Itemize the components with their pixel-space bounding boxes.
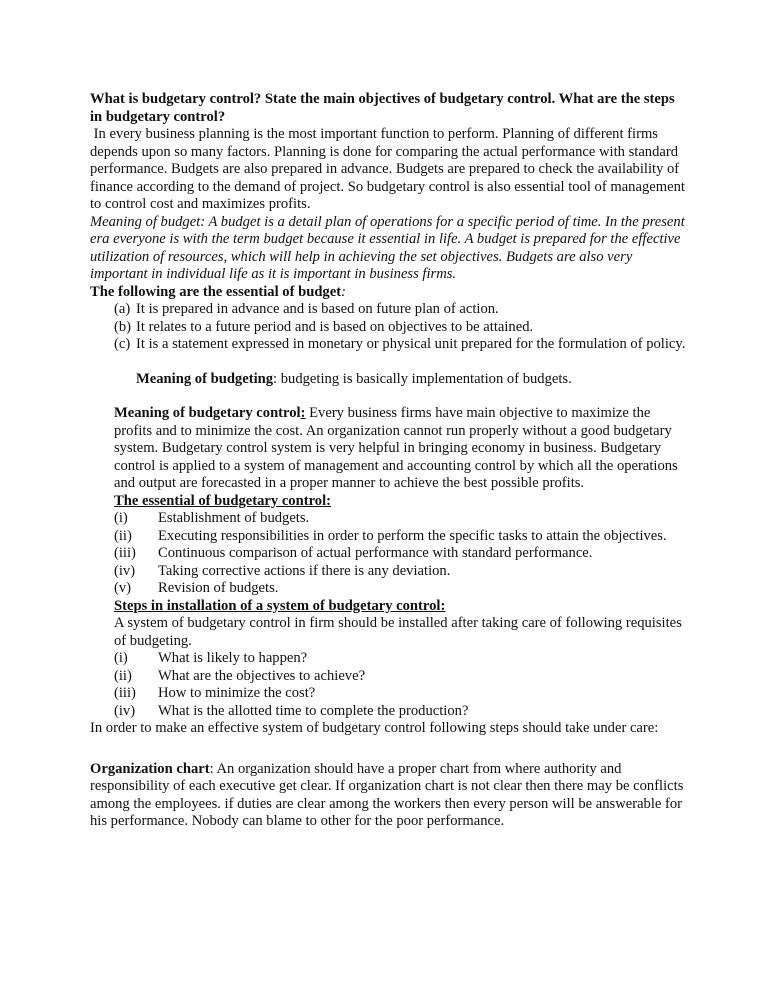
list-item-text: It is a statement expressed in monetary or physical unit prepared for the formulation of policy. — [136, 336, 686, 352]
steps-paragraph: A system of budgetary control in firm should be installed after taking care of following requisites of budgeting. — [114, 615, 682, 649]
list-item — [90, 685, 690, 703]
list-item-text: Executing responsibilities in order to perform the specific tasks to attain the objectives. — [158, 527, 667, 544]
list-item-label: (v) — [114, 580, 132, 596]
list-item-text: What is the allotted time to complete the production? — [158, 702, 469, 719]
meaning-of-budgetary-control-colon: : — [300, 405, 306, 421]
list-item — [90, 336, 690, 354]
list-item-text: Revision of budgets. — [158, 580, 279, 596]
organization-chart-paragraph — [90, 761, 690, 831]
list-item-text: It is prepared in advance and is based on future plan of action. — [136, 301, 499, 317]
list-item — [90, 545, 690, 563]
list-item-label: (a) — [114, 301, 131, 317]
list-item-text: Taking corrective actions if there is any deviation. — [158, 562, 451, 579]
page-title: What is budgetary control? State the main objectives of budgetary control. What are the steps in budgetary control? — [90, 91, 675, 125]
list-item-text: How to minimize the cost? — [158, 685, 316, 701]
essential-budget-heading — [90, 284, 690, 302]
organization-chart-term: Organization chart — [90, 760, 210, 777]
list-item-label: (c) — [114, 336, 131, 352]
list-item-text: What are the objectives to achieve? — [158, 667, 366, 684]
list-item — [90, 301, 690, 319]
list-item — [90, 510, 690, 528]
meaning-of-budgeting-paragraph — [90, 371, 690, 389]
essential-budget-heading-text: The following are the essential of budget — [90, 283, 342, 300]
list-item-label: (iv) — [114, 562, 136, 579]
list-item-label: (i) — [114, 650, 128, 666]
meaning-of-budgetary-control-paragraph — [90, 405, 690, 493]
intro-paragraph — [90, 126, 690, 214]
list-item-label: (i) — [114, 510, 128, 526]
list-item — [90, 563, 690, 581]
list-item-text: It relates to a future period and is based on objectives to be attained. — [136, 318, 534, 335]
list-item — [90, 319, 690, 337]
list-item — [90, 580, 690, 598]
list-item-label: (iii) — [114, 685, 136, 701]
list-item-text: Establishment of budgets. — [158, 510, 310, 526]
meaning-of-budgeting-term: Meaning of budgeting — [136, 370, 274, 387]
essential-budget-colon: : — [341, 283, 346, 300]
document-body — [90, 91, 690, 831]
spacer — [90, 388, 690, 405]
meaning-of-budgetary-control-term: Meaning of budgetary control — [114, 405, 301, 421]
list-item — [90, 650, 690, 668]
spacer — [90, 354, 690, 371]
list-item — [90, 528, 690, 546]
list-item-text: What is likely to happen? — [158, 650, 308, 666]
list-item-label: (ii) — [114, 667, 132, 684]
list-item-label: (b) — [114, 318, 132, 335]
meaning-of-budgeting-text: : budgeting is basically implementation of budgets. — [273, 370, 572, 387]
list-item — [90, 668, 690, 686]
intro-text: In every business planning is the most important function to perform. Planning of different firms depends upon so many factors. Planning is done for comparing the actual performance with standard performance. Budgets are also prepared in advance. Budgets are prepared to check the availability of finance according to the demand of project. So budgetary control is also essential tool of management to control cost and maximizes profits. — [90, 126, 685, 212]
steps-heading: Steps in installation of a system of budgetary control: — [114, 597, 446, 614]
list-item-label: (iii) — [114, 545, 136, 561]
organization-chart-text: : An organization should have a proper chart from where authority and responsibility of each executive get clear. If organization chart is not clear then there may be conflicts among the employees. if duties are clear among the workers then every person will be answerable for his performance. Nobody can blame to other for the poor performance. — [90, 760, 684, 829]
meaning-of-budget-paragraph: Meaning of budget: A budget is a detail plan of operations for a specific period of time. In the present era everyone is with the term budget because it essential in life. A budget is prepared for the effective utilization of resources, which will help in achieving the set objectives. Budgets are also very important in individual life as it is important in business firms. — [90, 213, 685, 282]
steps-intro-paragraph: In order to make an effective system of budgetary control following steps should take under care: — [90, 720, 659, 736]
meaning-of-budgetary-control-text: Every business firms have main objective to maximize the profits and to minimize the cost. An organization cannot run properly without a good budgetary system. Budgetary control system is very helpful in bringing economy in business. Budgetary control is applied to a system of management and accounting control by which all the operations and output are forecasted in a proper manner to achieve the best possible profits. — [114, 405, 678, 491]
list-item-label: (ii) — [114, 527, 132, 544]
list-item — [90, 703, 690, 721]
spacer — [90, 738, 690, 761]
list-item-text: Continuous comparison of actual performance with standard performance. — [158, 545, 593, 561]
essential-control-heading: The essential of budgetary control: — [114, 492, 332, 509]
list-item-label: (iv) — [114, 702, 136, 719]
